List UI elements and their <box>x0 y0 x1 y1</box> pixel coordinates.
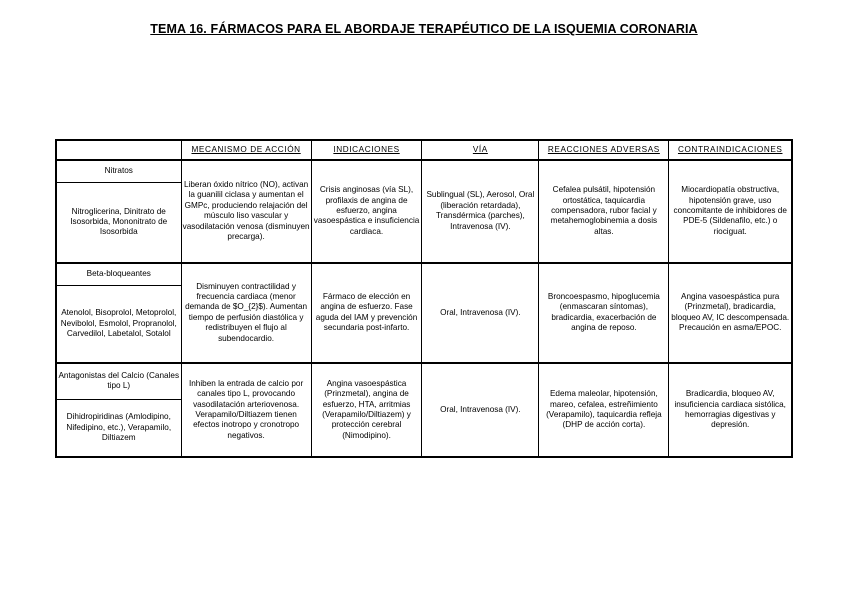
adverse-cell: Broncoespasmo, hipoglucemia (enmascaran síntomas), bradicardia, exacerbación de angina de reposo. <box>539 263 669 364</box>
contraindications-cell: Angina vasoespástica pura (Prinzmetal), bradicardia, bloqueo AV, IC descompensada. Precaución en asma/EPOC. <box>669 263 792 364</box>
route-cell: Oral, Intravenosa (IV). <box>422 363 539 457</box>
mechanism-cell: Inhiben la entrada de calcio por canales tipo L, provocando vasodilatación arteriovenosa. Verapamilo/Diltiazem tienen efectos inotropo y cronotropo negativos. <box>181 363 311 457</box>
group-name: Beta-bloqueantes <box>56 263 181 286</box>
table-row <box>56 160 792 183</box>
column-header-contraindications: CONTRAINDICACIONES <box>669 140 792 160</box>
adverse-cell: Edema maleolar, hipotensión, mareo, cefalea, estreñimiento (Verapamilo), taquicardia refleja (DHP de acción corta). <box>539 363 669 457</box>
drug-table <box>55 139 793 458</box>
drug-list: Nitroglicerina, Dinitrato de Isosorbida, Mononitrato de Isosorbida <box>56 183 181 263</box>
group-name: Antagonistas del Calcio (Canales tipo L) <box>56 363 181 399</box>
adverse-cell: Cefalea pulsátil, hipotensión ortostática, taquicardia compensadora, rubor facial y metahemoglobinemia a dosis altas. <box>539 160 669 263</box>
column-header-route: VÍA <box>422 140 539 160</box>
page-title: TEMA 16. FÁRMACOS PARA EL ABORDAJE TERAPÉUTICO DE LA ISQUEMIA CORONARIA <box>150 22 698 36</box>
contraindications-cell: Miocardiopatía obstructiva, hipotensión grave, uso concomitante de inhibidores de PDE-5 (Sildenafilo, etc.) o riociguat. <box>669 160 792 263</box>
indications-cell: Fármaco de elección en angina de esfuerzo. Fase aguda del IAM y prevención secundaria post-infarto. <box>311 263 422 364</box>
group-name: Nitratos <box>56 160 181 183</box>
column-header-mechanism: MECANISMO DE ACCIÓN <box>181 140 311 160</box>
contraindications-cell: Bradicardia, bloqueo AV, insuficiencia cardiaca sistólica, hemorragias digestivas y depresión. <box>669 363 792 457</box>
drug-list: Dihidropiridinas (Amlodipino, Nifedipino, etc.), Verapamilo, Diltiazem <box>56 399 181 457</box>
mechanism-cell: Liberan óxido nítrico (NO), activan la guanilil ciclasa y aumentan el GMPc, produciendo relajación del músculo liso vascular y vasodilatación venosa (disminuyen precarga). <box>181 160 311 263</box>
column-header-empty <box>56 140 181 160</box>
route-cell: Oral, Intravenosa (IV). <box>422 263 539 364</box>
indications-cell: Angina vasoespástica (Prinzmetal), angina de esfuerzo, HTA, arritmias (Verapamilo/Diltiazem) y protección cerebral (Nimodipino). <box>311 363 422 457</box>
mechanism-cell: Disminuyen contractilidad y frecuencia cardiaca (menor demanda de $O_{2}$). Aumentan tiempo de perfusión diastólica y redistribuyen el flujo al subendocardio. <box>181 263 311 364</box>
route-cell: Sublingual (SL), Aerosol, Oral (liberación retardada), Transdérmica (parches), Intravenosa (IV). <box>422 160 539 263</box>
column-header-adverse: REACCIONES ADVERSAS <box>539 140 669 160</box>
column-header-indications: INDICACIONES <box>311 140 422 160</box>
drug-list: Atenolol, Bisoprolol, Metoprolol, Nevibolol, Esmolol, Propranolol, Carvedilol, Labetalol, Sotalol <box>56 285 181 363</box>
indications-cell: Crisis anginosas (vía SL), profilaxis de angina de esfuerzo, angina vasoespástica e insuficiencia cardiaca. <box>311 160 422 263</box>
table-header-row <box>56 140 792 160</box>
table-row <box>56 263 792 286</box>
table-row <box>56 363 792 399</box>
